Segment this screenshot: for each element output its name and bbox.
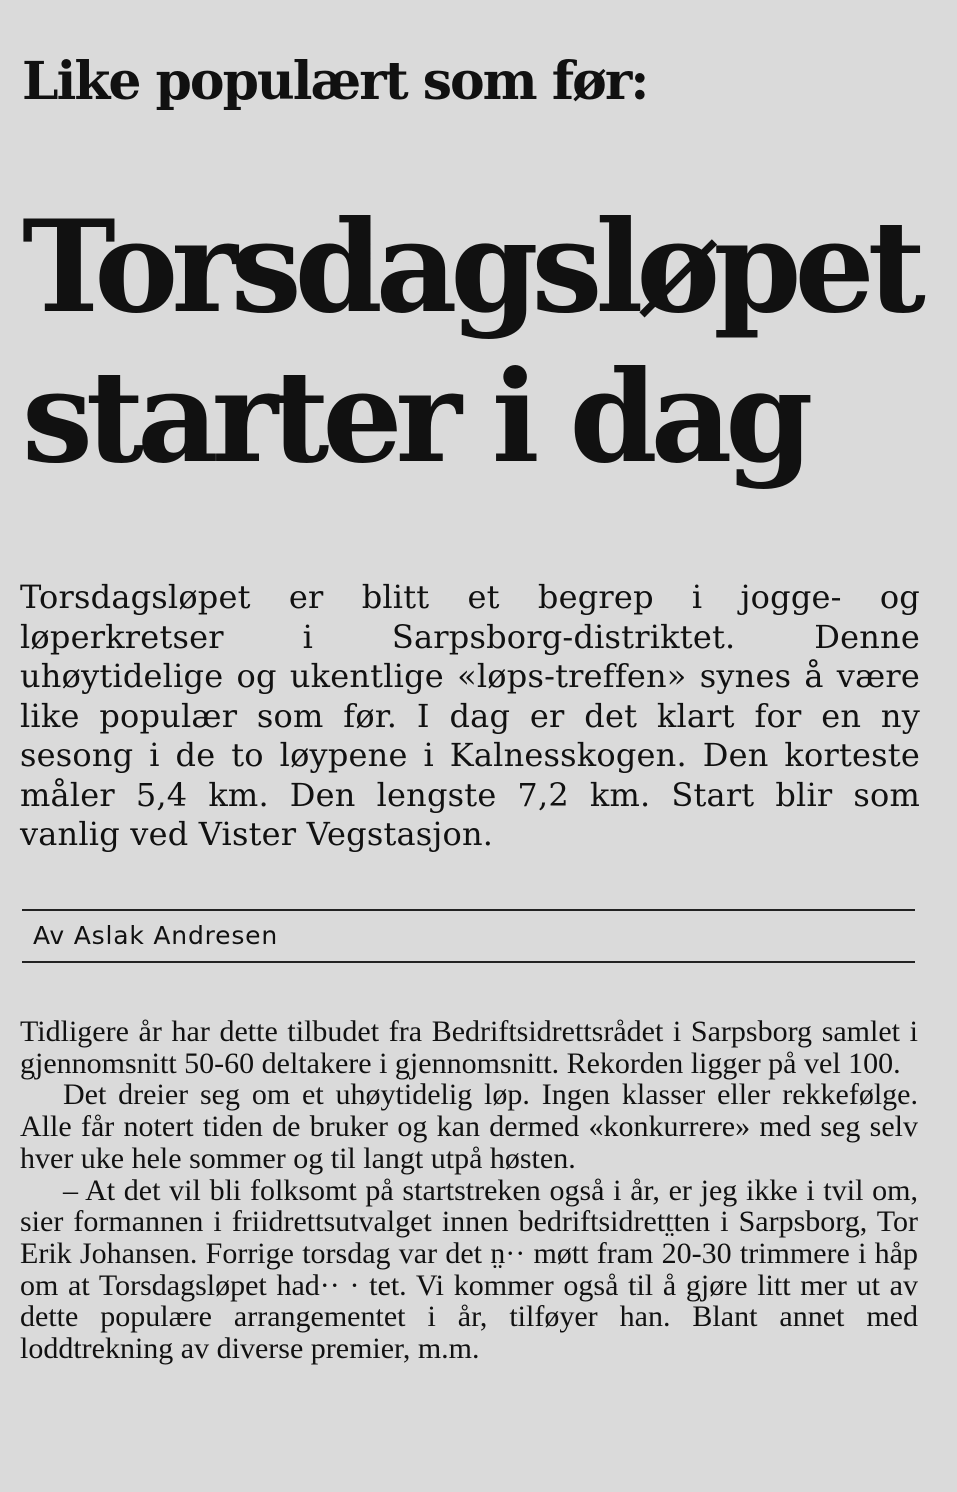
headline-line-2: starter i dag [22,343,807,491]
byline-rule-top [22,909,915,911]
byline-rule-bottom [22,961,915,963]
lead-paragraph: Torsdagsløpet er blitt et begrep i jogge- og løperkretser i Sarpsborg-distriktet. Denne uhøytidelige og ukentlige «løps-treffen» synes å være like populær som før. I dag er det klart for en ny sesong i de to løypene i Kalnesskogen. Den korteste måler 5,4 km. Den lengste 7,2 km. Start blir som vanlig ved Vister Vegstasjon. [20,578,920,853]
byline: Av Aslak Andresen [33,921,278,950]
body-paragraph-3: – At det vil bli folksomt på startstreken også i år, er jeg ikke i tvil om, sier formannen i friidrettsutvalget innen bedriftsidrett̤ten i Sarpsborg, Tor Erik Johansen. Forrige torsdag var det n̤·· møtt fram 20-30 trimmere i håp om at Torsdagsløpet had·· · tet. Vi kommer også til å gjøre litt mer ut av dette populære arrangementet i år, tilføyer han. Blant annet med loddtrekning av diverse premier, m.m. [20,1173,918,1366]
body-paragraph-2: Det dreier seg om et uhøytidelig løp. Ingen klasser eller rekkefølge. Alle får notert tiden de bruker og kan dermed «konkurrere» med seg selv hver uke hele sommer og til langt utpå høsten. [20,1078,918,1175]
article-body [20,1016,918,1365]
body-paragraph-1: Tidligere år har dette tilbudet fra Bedriftsidrettsrådet i Sarpsborg samlet i gjennomsnitt 50-60 deltakere i gjennomsnitt. Rekorden ligger på vel 100. [20,1015,918,1080]
headline-line-1: Torsdagsløpet [22,193,919,341]
kicker: Like populært som før: [22,51,648,112]
headline [22,192,919,492]
